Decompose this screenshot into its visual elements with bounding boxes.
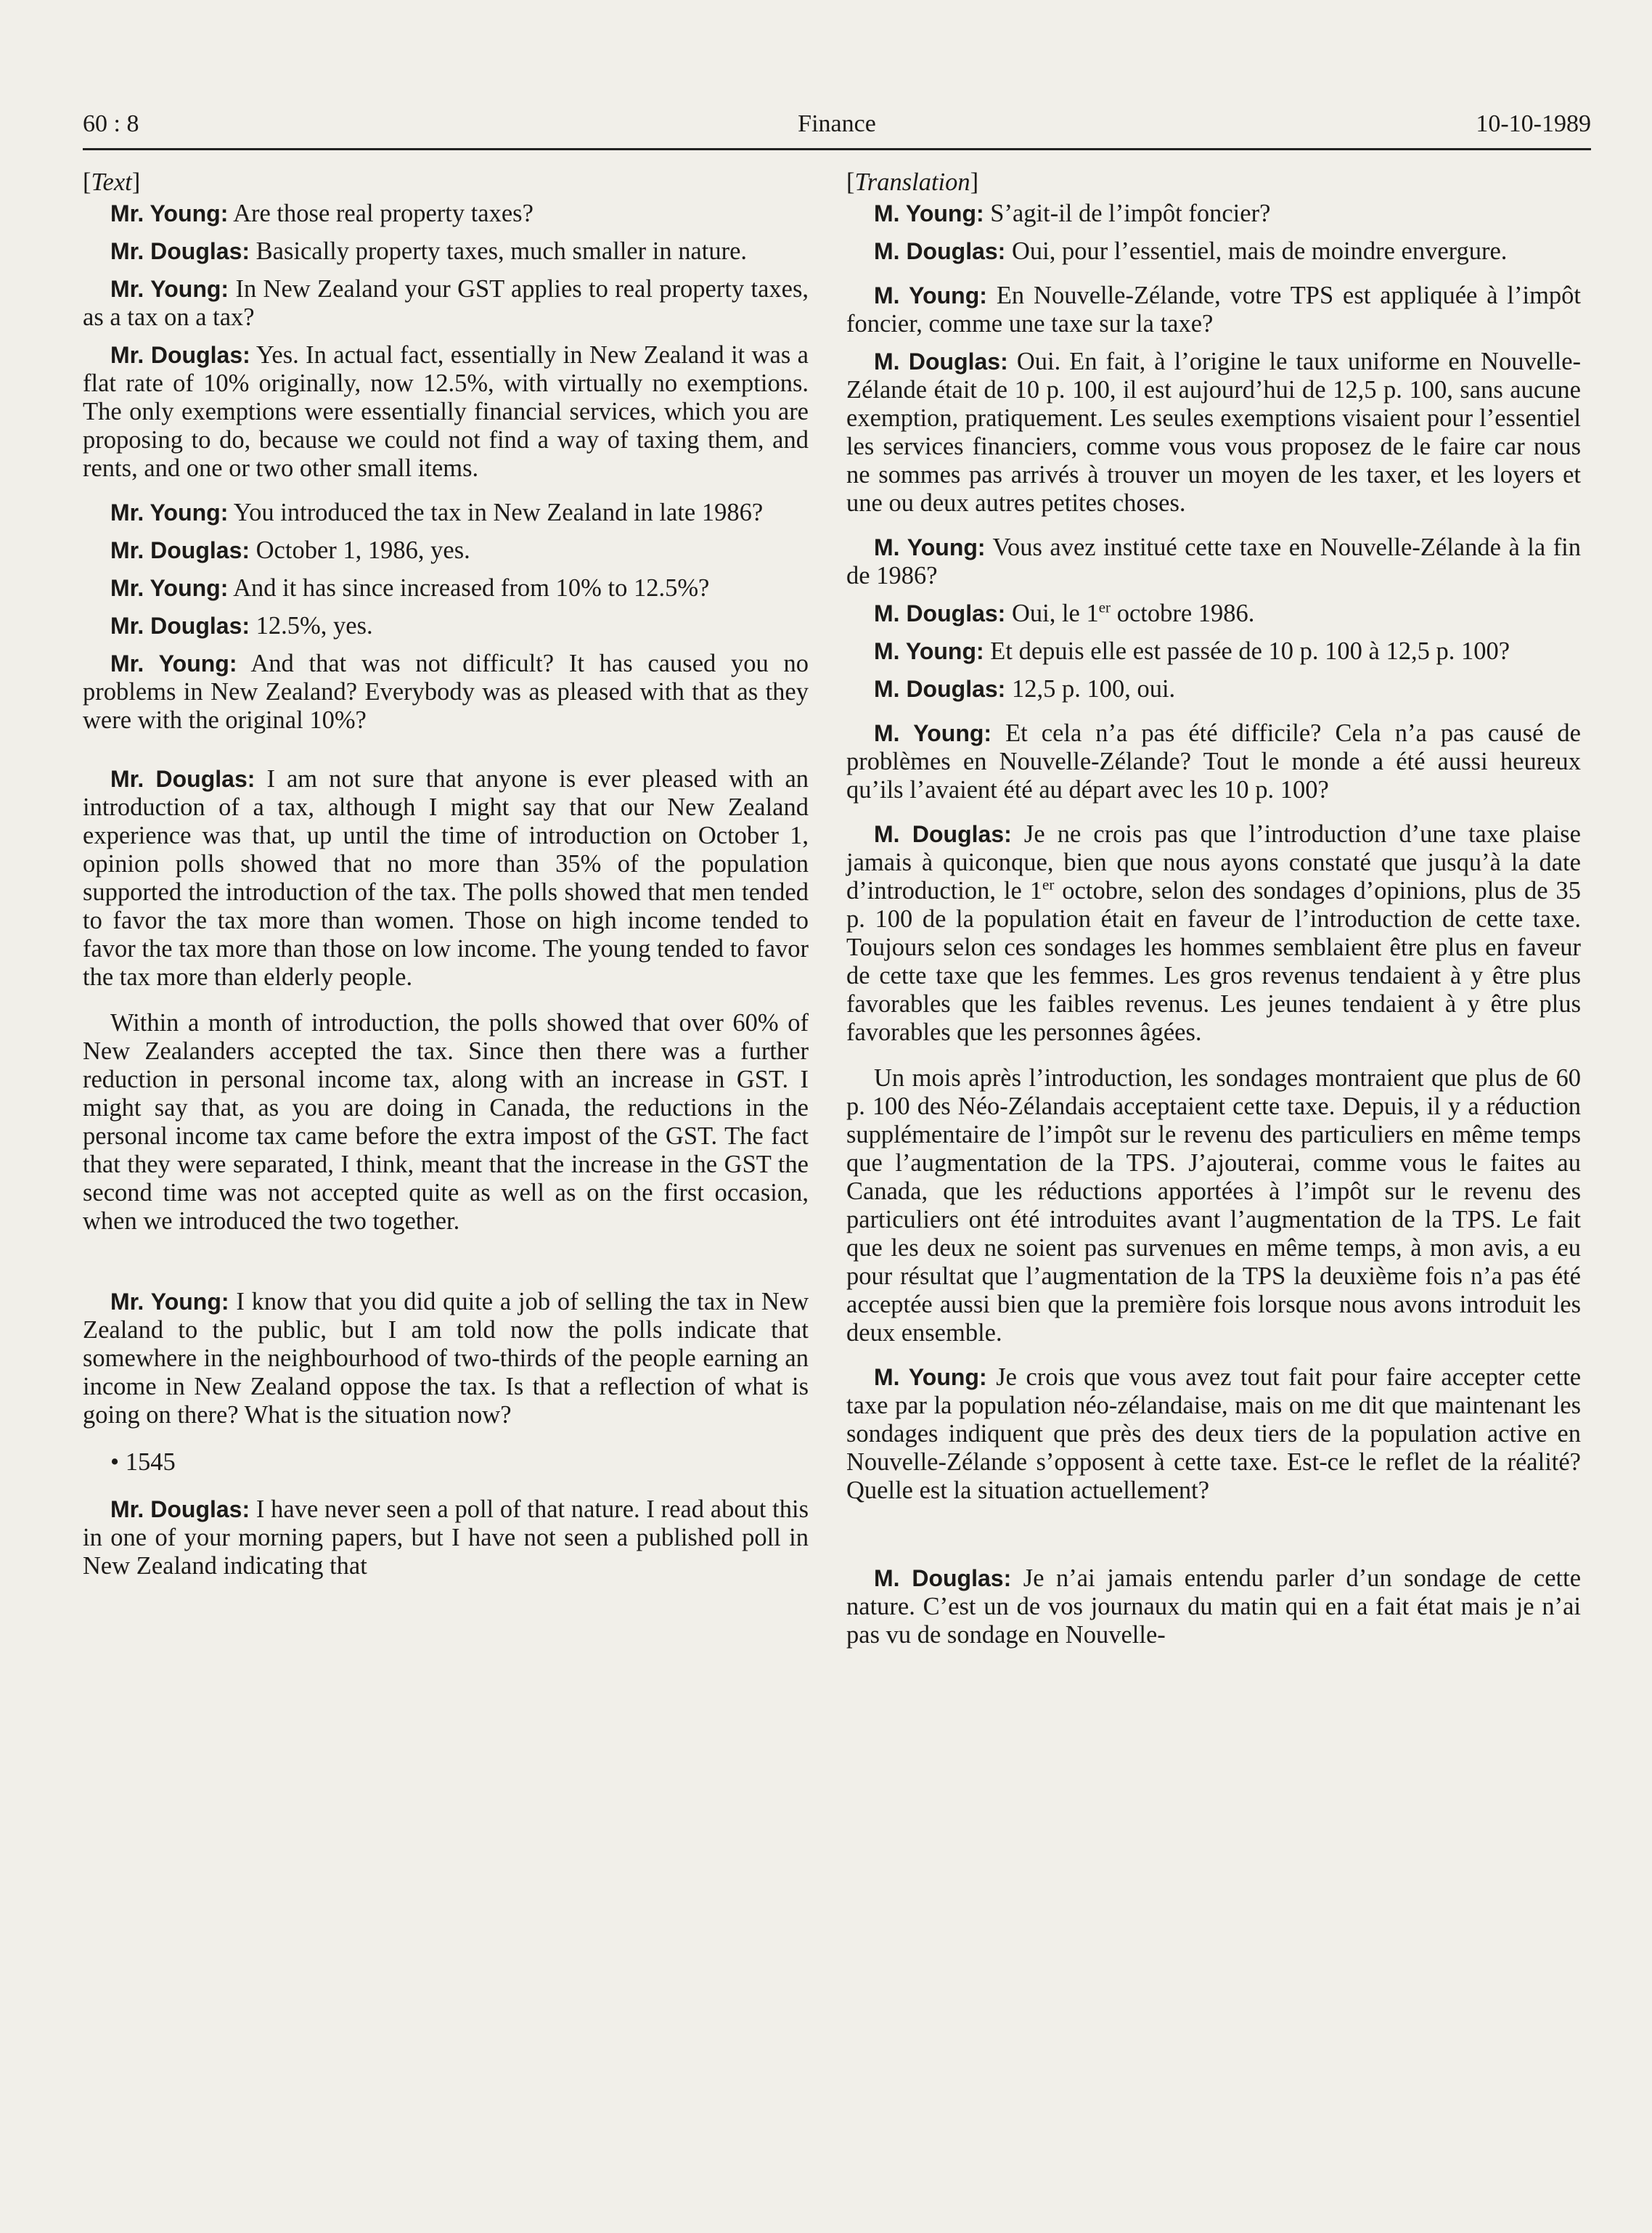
speaker-name: M. Douglas: [874, 600, 1006, 626]
paragraph: Mr. Douglas: Basically property taxes, much smaller in nature. [110, 237, 748, 265]
speaker-name: Mr. Young: [110, 200, 229, 226]
paragraph: Mr. Douglas: Yes. In actual fact, essentially in New Zealand it was a flat rate of 10% originally, now 12.5%, with virtually no exemptions. The only exemptions were essentially financial services, which you are proposing to do, because we could not find a way of taxing them, and rents, and one or two other small items. [83, 341, 809, 482]
paragraph: Un mois après l’introduction, les sondages montraient que plus de 60 p. 100 des Néo-Zélandais acceptaient cette taxe. Depuis, il y a réduction supplémentaire de l’impôt sur le revenu des particuliers en même temps que l’augmentation de la TPS. J’ajouterai, comme vous le faites au Canada, que les réductions apportées à l’impôt sur le revenu des particuliers ont été introduites avant l’augmentation de la TPS. Le fait que les deux ne soient pas survenues en même temps, à mon avis, a eu pour résultat que l’augmentation de la TPS la deuxième fois n’a pas été acceptée aussi bien que la première fois lorsque nous avons introduit les deux ensemble. [846, 1064, 1581, 1347]
paragraph: M. Douglas: Oui, pour l’essentiel, mais de moindre envergure. [874, 237, 1508, 265]
paragraph: M. Douglas: Je ne crois pas que l’introduction d’une taxe plaise jamais à quiconque, bien que nous ayons constaté que jusqu’à la date d’introduction, le 1er octobre, selon des sondages d’opinions, plus de 35 p. 100 de la population était en faveur de l’introduction de cette taxe. Toujours selon ces sondages les hommes semblaient être plus en faveur de cette taxe que les femmes. Les gros revenus tendaient à y être plus favorables que les faibles revenus. Les jeunes tendaient à y être plus favorables que les personnes âgées. [846, 820, 1581, 1046]
paragraph: M. Douglas: Oui. En fait, à l’origine le taux uniforme en Nouvelle-Zélande était de 10 p. 100, il est aujourd’hui de 12,5 p. 100, sans aucune exemption, pratiquement. Les seules exemptions visaient pour l’essentiel les services financiers, comme vous vous proposez de le faire car nous ne sommes pas arrivés à trouver un moyen de les taxer, et les loyers et une ou deux autres petites choses. [846, 348, 1582, 517]
left-column [83, 168, 809, 1580]
paragraph: M. Douglas: Oui, le 1er octobre 1986. [874, 598, 1255, 627]
column-label: [Text] [83, 168, 141, 196]
speaker-name: Mr. Douglas: [110, 537, 250, 563]
paragraph: Mr. Young: And that was not difficult? It has caused you no problems in New Zealand? Everybody was as pleased with that as they were with the original 10%? [83, 650, 809, 734]
speaker-name: M. Young: [874, 720, 992, 746]
paragraph: Mr. Young: In New Zealand your GST applies to real property taxes, as a tax on a tax? [83, 275, 809, 331]
speaker-name: Mr. Douglas: [110, 238, 250, 264]
page-title: Finance [798, 110, 876, 137]
paragraph: Mr. Young: You introduced the tax in New Zealand in late 1986? [110, 499, 764, 526]
paragraph: Mr. Young: I know that you did quite a job of selling the tax in New Zealand to the public, but I am told now the polls indicate that somewhere in the neighbourhood of two-thirds of the people earning an income in New Zealand oppose the tax. Is that a reflection of what is going on there? What is the situation now? [83, 1288, 809, 1429]
speaker-name: Mr. Douglas: [110, 342, 250, 368]
speaker-name: M. Douglas: [874, 348, 1008, 375]
speaker-name: Mr. Douglas: [110, 766, 255, 792]
right-column [846, 168, 1581, 1649]
speaker-name: M. Young: [874, 1364, 987, 1390]
speaker-name: M. Young: [874, 282, 987, 309]
speaker-name: Mr. Young: [110, 650, 237, 677]
speaker-name: M. Young: [874, 534, 986, 560]
paragraph: Mr. Douglas: 12.5%, yes. [110, 612, 373, 640]
speaker-name: Mr. Young: [110, 499, 229, 526]
page-number: 60 : 8 [83, 110, 139, 137]
speaker-name: M. Douglas: [874, 238, 1006, 264]
column-label: [Translation] [846, 168, 979, 196]
paragraph: Mr. Douglas: I have never seen a poll of that nature. I read about this in one of your morning papers, but I have not seen a published poll in New Zealand indicating that [83, 1495, 809, 1580]
speaker-name: Mr. Douglas: [110, 613, 250, 639]
speaker-name: M. Young: [874, 200, 984, 226]
speaker-name: Mr. Douglas: [110, 1496, 250, 1522]
paragraph: Mr. Young: Are those real property taxes? [110, 200, 533, 227]
speaker-name: Mr. Young: [110, 575, 229, 601]
paragraph: M. Douglas: Je n’ai jamais entendu parler d’un sondage de cette nature. C’est un de vos journaux du matin qui en a fait état mais je n’ai pas vu de sondage en Nouvelle- [846, 1564, 1582, 1649]
paragraph: Mr. Douglas: October 1, 1986, yes. [110, 536, 470, 564]
paragraph: M. Young: Vous avez institué cette taxe en Nouvelle-Zélande à la fin de 1986? [846, 534, 1582, 589]
speaker-name: Mr. Young: [110, 276, 229, 302]
paragraph: M. Young: Et cela n’a pas été difficile? Cela n’a pas causé de problèmes en Nouvelle-Zélande? Tout le monde a été aussi heureux qu’ils l’avaient été au départ avec les 10 p. 100? [846, 719, 1581, 804]
paragraph: M. Young: Et depuis elle est passée de 10 p. 100 à 12,5 p. 100? [874, 637, 1510, 665]
page-header [83, 107, 1591, 150]
paragraph: Mr. Douglas: I am not sure that anyone is ever pleased with an introduction of a tax, although I might say that our New Zealand experience was that, up until the time of introduction on October 1, opinion polls showed that no more than 35% of the population supported the introduction of the tax. The polls showed that men tended to favor the tax more than women. Those on high income tended to favor the tax more than those on low income. The young tended to favor the tax more than elderly people. [83, 765, 809, 991]
paragraph: Mr. Young: And it has since increased from 10% to 12.5%? [110, 574, 710, 602]
paragraph: M. Young: En Nouvelle-Zélande, votre TPS est appliquée à l’impôt foncier, comme une taxe sur la taxe? [846, 282, 1582, 338]
page-date: 10-10-1989 [1476, 110, 1591, 137]
time-marker: • 1545 [110, 1448, 176, 1476]
speaker-name: M. Douglas: [874, 1565, 1012, 1591]
speaker-name: Mr. Young: [110, 1289, 229, 1315]
paragraph: M. Young: S’agit-il de l’impôt foncier? [874, 200, 1271, 227]
speaker-name: M. Young: [874, 638, 984, 664]
speaker-name: M. Douglas: [874, 676, 1006, 702]
paragraph: Within a month of introduction, the polls showed that over 60% of New Zealanders accepted the tax. Since then there was a further reduction in personal income tax, along with an increase in GST. I might say that, as you are doing in Canada, the reductions in the personal income tax came before the extra impost of the GST. The fact that they were separated, I think, meant that the increase in the GST the second time was not accepted quite as well as on the first occasion, when we introduced the two together. [83, 1009, 809, 1235]
paragraph: M. Douglas: 12,5 p. 100, oui. [874, 675, 1176, 703]
speaker-name: M. Douglas: [874, 821, 1012, 847]
paragraph: M. Young: Je crois que vous avez tout fait pour faire accepter cette taxe par la population néo-zélandaise, mais on me dit que maintenant les sondages indiquent que près des deux tiers de la population active en Nouvelle-Zélande s’opposent à cette taxe. Est-ce le reflet de la réalité? Quelle est la situation actuellement? [846, 1363, 1582, 1504]
